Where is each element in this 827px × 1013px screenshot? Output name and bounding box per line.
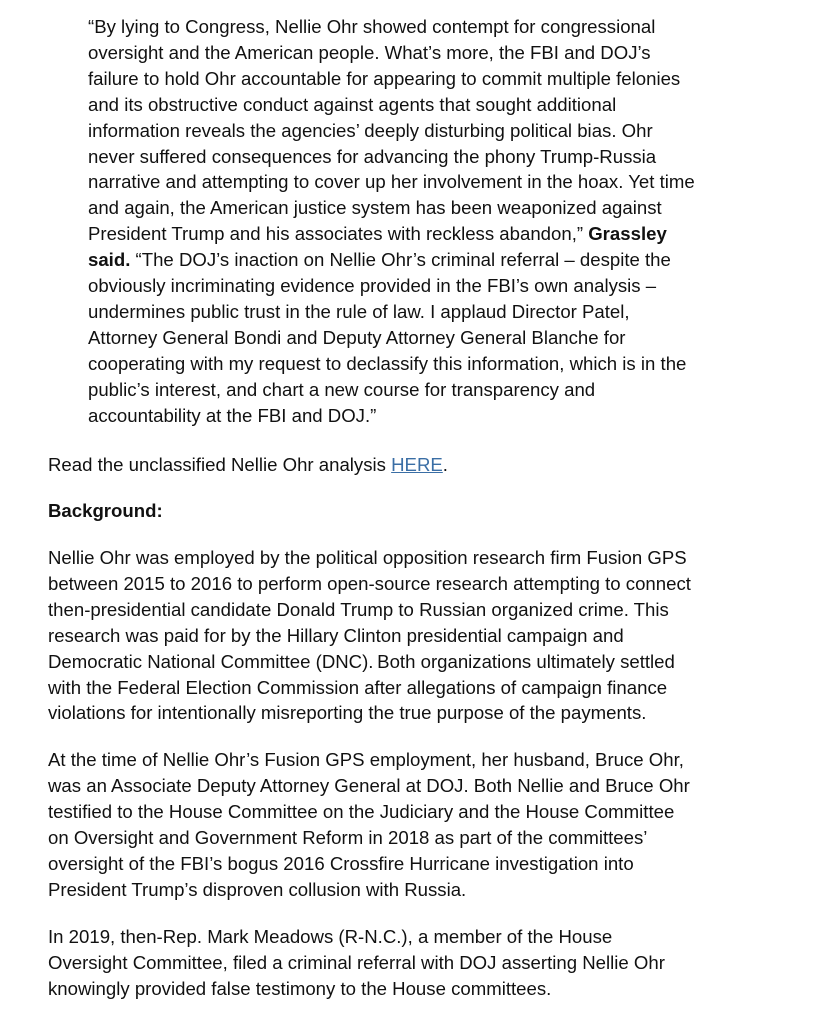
paragraph-line: At the time of Nellie Ohr’s Fusion GPS employment, her husband, Bruce Ohr, bbox=[48, 749, 684, 770]
paragraph-line: on Oversight and Government Reform in 2018 as part of the committees’ bbox=[48, 826, 648, 848]
paragraph-line: between 2015 to 2016 to perform open-source research attempting to connect bbox=[48, 572, 691, 594]
paragraph-line: Nellie Ohr was employed by the political opposition research firm Fusion GPS bbox=[48, 547, 687, 568]
quote-line: obviously incriminating evidence provided in the FBI’s own analysis – bbox=[88, 275, 657, 297]
paragraph-line: In 2019, then-Rep. Mark Meadows (R-N.C.), a member of the House bbox=[48, 926, 613, 947]
speaker-verb: said. bbox=[88, 249, 131, 271]
quote-line: “By lying to Congress, Nellie Ohr showed contempt for congressional bbox=[88, 16, 656, 37]
quote-line: oversight and the American people. What’s more, the FBI and DOJ’s bbox=[88, 41, 651, 63]
paragraph-line: violations for intentionally misreporting the true purpose of the payments. bbox=[48, 702, 647, 724]
quote-text: President Trump and his associates with reckless abandon,” bbox=[88, 223, 589, 245]
quote-line bbox=[88, 247, 788, 273]
background-paragraph-1 bbox=[48, 545, 788, 726]
background-paragraph-2 bbox=[48, 747, 788, 902]
paragraph-line: knowingly provided false testimony to the House committees. bbox=[48, 977, 552, 999]
read-analysis-line bbox=[48, 452, 808, 478]
quote-line: and its obstructive conduct against agents that sought additional bbox=[88, 93, 617, 115]
paragraph-line: then-presidential candidate Donald Trump to Russian organized crime. This bbox=[48, 598, 669, 620]
paragraph-line: Democratic National Committee (DNC). Both organizations ultimately settled bbox=[48, 650, 675, 672]
quote-line bbox=[88, 221, 788, 247]
quote-line: never suffered consequences for advancing the phony Trump-Russia bbox=[88, 145, 657, 167]
read-analysis-suffix: . bbox=[442, 454, 448, 475]
read-analysis-text: Read the unclassified Nellie Ohr analysis bbox=[48, 454, 392, 475]
paragraph-line: research was paid for by the Hillary Clinton presidential campaign and bbox=[48, 624, 624, 646]
paragraph-line: testified to the House Committee on the Judiciary and the House Committee bbox=[48, 800, 675, 822]
paragraph-line: oversight of the FBI’s bogus 2016 Crossfire Hurricane investigation into bbox=[48, 852, 634, 874]
background-heading: Background: bbox=[48, 500, 163, 521]
paragraph-line: was an Associate Deputy Attorney General at DOJ. Both Nellie and Bruce Ohr bbox=[48, 774, 690, 796]
quote-line: public’s interest, and chart a new course for transparency and bbox=[88, 378, 596, 400]
quote-line: accountability at the FBI and DOJ.” bbox=[88, 404, 377, 426]
quote-line: and again, the American justice system has been weaponized against bbox=[88, 197, 662, 219]
quote-line: failure to hold Ohr accountable for appearing to commit multiple felonies bbox=[88, 67, 681, 89]
quote-line: narrative and attempting to cover up her involvement in the hoax. Yet time bbox=[88, 171, 695, 193]
analysis-link[interactable]: HERE bbox=[391, 454, 443, 475]
paragraph-line: President Trump’s disproven collusion with Russia. bbox=[48, 878, 467, 900]
quote-text: “The DOJ’s inaction on Nellie Ohr’s criminal referral – despite the bbox=[130, 249, 671, 271]
quote-line: Attorney General Bondi and Deputy Attorney General Blanche for bbox=[88, 326, 626, 348]
paragraph-line: Oversight Committee, filed a criminal referral with DOJ asserting Nellie Ohr bbox=[48, 951, 665, 973]
quote-line: information reveals the agencies’ deeply disturbing political bias. Ohr bbox=[88, 119, 653, 141]
paragraph-line: with the Federal Election Commission after allegations of campaign finance bbox=[48, 676, 668, 698]
quote-line: undermines public trust in the rule of law. I applaud Director Patel, bbox=[88, 300, 630, 322]
background-paragraph-3 bbox=[48, 924, 788, 1002]
quote-line: cooperating with my request to declassify this information, which is in the bbox=[88, 352, 687, 374]
grassley-quote bbox=[88, 14, 788, 429]
speaker-name: Grassley bbox=[588, 223, 667, 245]
